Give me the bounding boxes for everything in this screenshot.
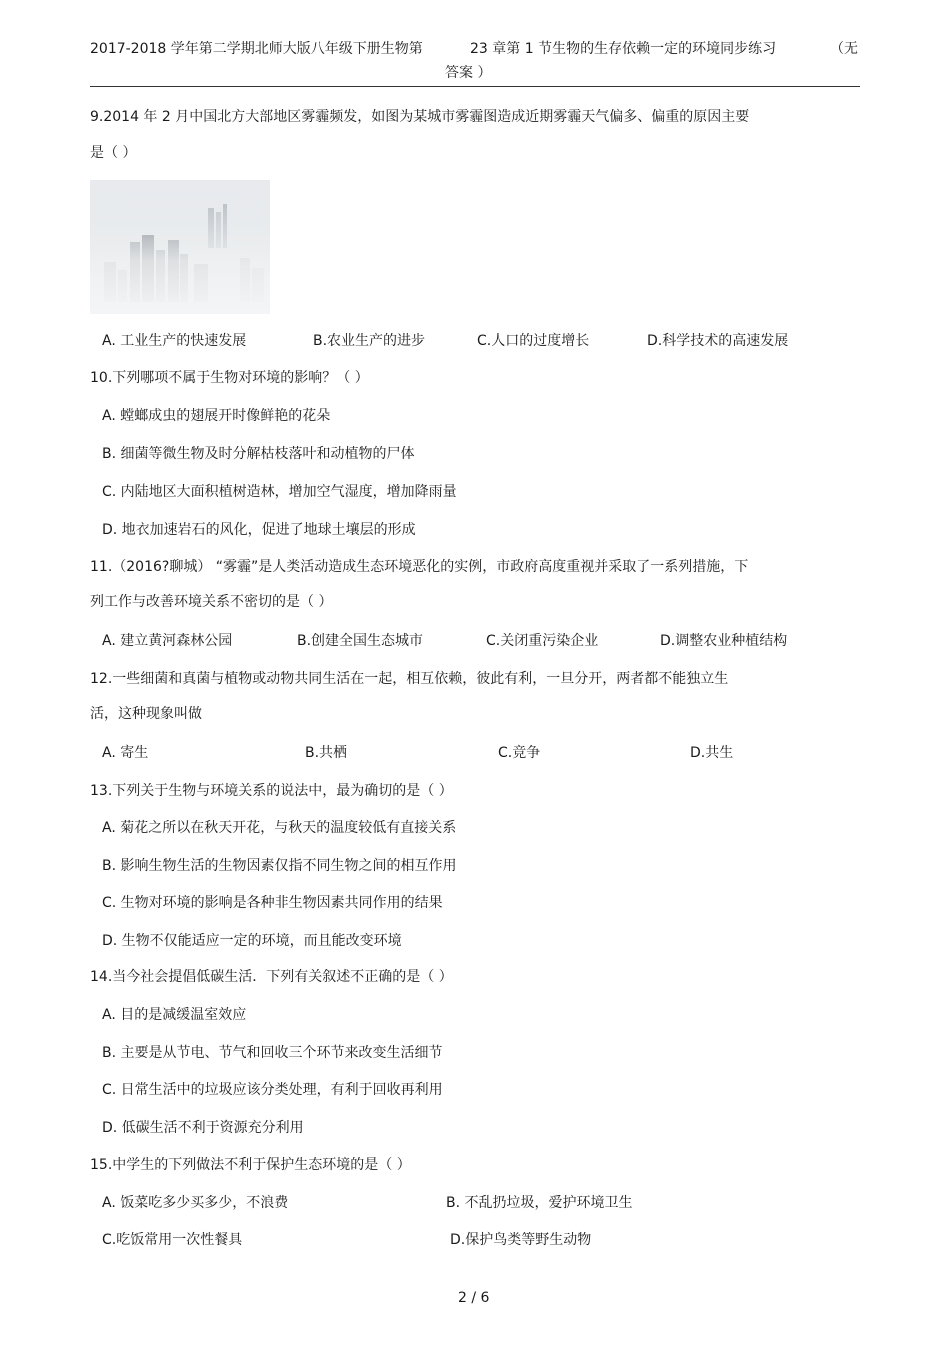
q9-option-a: A. 工业生产的快速发展 — [102, 333, 247, 349]
q15-option-d: D.保护鸟类等野生动物 — [450, 1232, 592, 1248]
question-12-stem-line2: 活，这种现象叫做 — [90, 706, 202, 722]
q10-option-c: C. 内陆地区大面积植树造林，增加空气湿度，增加降雨量 — [102, 484, 457, 500]
question-11-stem-line1: 11.（2016?聊城） “雾霾”是人类活动造成生态环境恶化的实例，市政府高度重视并采取了一系列措施，下 — [90, 559, 749, 575]
header-title-part4: 答案 ） — [445, 65, 492, 81]
q12-option-b: B.共栖 — [305, 745, 348, 761]
page-number: 2 / 6 — [458, 1290, 490, 1306]
q14-option-b: B. 主要是从节电、节气和回收三个环节来改变生活细节 — [102, 1045, 443, 1061]
question-11-stem-line2: 列工作与改善环境关系不密切的是（ ） — [90, 594, 333, 610]
header-title-part3: （无 — [830, 41, 858, 57]
question-14-stem: 14.当今社会提倡低碳生活．下列有关叙述不正确的是（ ） — [90, 969, 453, 985]
q15-option-a: A. 饭菜吃多少买多少，不浪费 — [102, 1195, 289, 1211]
header-title-part2: 23 章第 1 节生物的生存依赖一定的环境同步练习 — [470, 41, 777, 57]
q15-option-c: C.吃饭常用一次性餐具 — [102, 1232, 243, 1248]
q10-option-a: A. 螳螂成虫的翅展开时像鲜艳的花朵 — [102, 408, 331, 424]
q15-option-b: B. 不乱扔垃圾，爱护环境卫生 — [446, 1195, 633, 1211]
q13-option-c: C. 生物对环境的影响是各种非生物因素共同作用的结果 — [102, 895, 443, 911]
q9-option-c: C.人口的过度增长 — [477, 333, 590, 349]
q12-option-c: C.竞争 — [498, 745, 541, 761]
q13-option-d: D. 生物不仅能适应一定的环境，而且能改变环境 — [102, 933, 402, 949]
question-10-stem: 10.下列哪项不属于生物对环境的影响？（ ） — [90, 370, 369, 386]
q14-option-d: D. 低碳生活不利于资源充分利用 — [102, 1120, 304, 1136]
question-9-stem-line1: 9.2014 年 2 月中国北方大部地区雾霾频发，如图为某城市雾霾图造成近期雾霾天气偏多、偏重的原因主要 — [90, 109, 750, 125]
q12-option-a: A. 寄生 — [102, 745, 149, 761]
q13-option-b: B. 影响生物生活的生物因素仅指不同生物之间的相互作用 — [102, 858, 457, 874]
question-13-stem: 13.下列关于生物与环境关系的说法中，最为确切的是（ ） — [90, 783, 453, 799]
q11-option-a: A. 建立黄河森林公园 — [102, 633, 233, 649]
q14-option-c: C. 日常生活中的垃圾应该分类处理，有利于回收再利用 — [102, 1082, 443, 1098]
q13-option-a: A. 菊花之所以在秋天开花，与秋天的温度较低有直接关系 — [102, 820, 457, 836]
q14-option-a: A. 目的是减缓温室效应 — [102, 1007, 247, 1023]
q9-option-d: D.科学技术的高速发展 — [647, 333, 789, 349]
smog-city-photo — [90, 180, 270, 314]
question-12-stem-line1: 12.一些细菌和真菌与植物或动物共同生活在一起，相互依赖，彼此有利，一旦分开，两者都不能独立生 — [90, 671, 729, 687]
q9-option-b: B.农业生产的进步 — [313, 333, 426, 349]
question-9-stem-line2: 是（ ） — [90, 145, 137, 161]
q11-option-b: B.创建全国生态城市 — [297, 633, 424, 649]
header-title-part1: 2017-2018 学年第二学期北师大版八年级下册生物第 — [90, 41, 423, 57]
question-15-stem: 15.中学生的下列做法不利于保护生态环境的是（ ） — [90, 1157, 411, 1173]
header-rule — [90, 86, 860, 87]
q11-option-d: D.调整农业种植结构 — [660, 633, 788, 649]
q10-option-b: B. 细菌等微生物及时分解枯枝落叶和动植物的尸体 — [102, 446, 415, 462]
q10-option-d: D. 地衣加速岩石的风化，促进了地球土壤层的形成 — [102, 522, 416, 538]
q12-option-d: D.共生 — [690, 745, 734, 761]
q11-option-c: C.关闭重污染企业 — [486, 633, 599, 649]
